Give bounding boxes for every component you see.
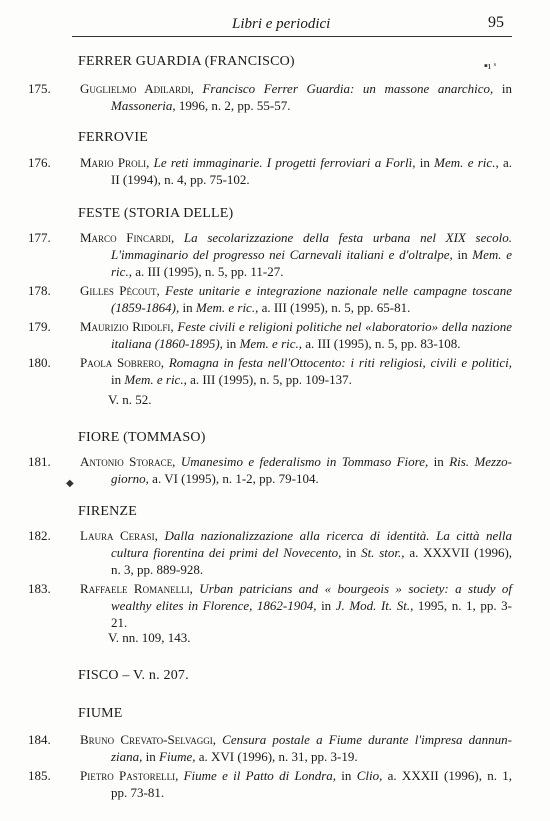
entry-text: in <box>321 598 332 613</box>
entry-183 <box>28 580 512 631</box>
entry-text: a. <box>503 155 513 170</box>
ink-spot: ◆ <box>66 478 74 489</box>
entry-title: Feste unitarie e integrazione nazionale nelle campagne toscane <box>165 283 512 298</box>
entry-title-cont: (1859-1864), <box>111 300 180 315</box>
entry-text: a. XXXVII (1996), <box>409 545 513 560</box>
entry-title: Censura postale a Fiume durante l'impresa dannun- <box>222 732 513 747</box>
entry-citation: n. 3, pp. 889-928. <box>111 562 204 577</box>
entry-number: 176. <box>28 155 51 170</box>
entry-journal: Mem. e ric., <box>434 155 499 170</box>
entry-title: Feste civili e religioni politiche nel «laboratorio» della nazione <box>177 319 513 334</box>
entry-text: in <box>419 155 430 170</box>
entry-number: 179. <box>28 319 51 334</box>
entry-185 <box>28 767 512 801</box>
entry-title-cont: wealthy elites in Florence, 1862-1904, <box>111 598 317 613</box>
entry-author: Pietro Pastorelli, <box>80 768 179 783</box>
entry-journal: Mem. e ric., <box>195 300 259 315</box>
entry-title: Urban patricians and « bourgeois » society: a study of <box>199 581 513 596</box>
section-heading-fisco: FISCO – V. n. 207. <box>78 668 189 683</box>
section-heading-feste: FESTE (STORIA DELLE) <box>78 206 234 221</box>
entry-citation: a. III (1995), n. 5, pp. 11-27. <box>135 264 284 279</box>
entry-citation: II (1994), n. 4, pp. 75-102. <box>111 172 250 187</box>
entry-title: La secolarizzazione della festa urbana nel XIX secolo. <box>183 230 513 245</box>
running-header <box>72 10 512 37</box>
entry-author: Gilles Pécout, <box>80 283 160 298</box>
entry-number: 184. <box>28 732 51 747</box>
entry-title: Umanesimo e federalismo in Tommaso Fiore, <box>180 454 429 469</box>
entry-text: in <box>341 768 352 783</box>
entry-number: 175. <box>28 81 51 96</box>
running-title: Libri e periodici <box>232 16 331 32</box>
entry-text: in <box>457 247 468 262</box>
entry-citation: a. VI (1995), n. 1-2, pp. 79-104. <box>152 471 319 486</box>
see-also-firenze: V. nn. 109, 143. <box>108 630 191 645</box>
entry-177 <box>28 229 512 280</box>
entry-title-cont: ziana, <box>111 749 143 764</box>
entry-author: Bruno Crevato-Selvaggi, <box>80 732 216 747</box>
entry-citation: a. III (1995), n. 5, pp. 83-108. <box>305 336 461 351</box>
entry-journal: J. Mod. It. St., <box>335 598 414 613</box>
entry-citation: pp. 73-81. <box>111 785 165 800</box>
entry-number: 182. <box>28 528 51 543</box>
entry-author: Paola Sobrero, <box>80 355 165 370</box>
entry-journal: Ris. Mezzo- <box>449 454 512 469</box>
entry-182 <box>28 527 512 578</box>
entry-number: 177. <box>28 230 51 245</box>
entry-text: a. XXXII (1996), n. 1, <box>387 768 512 783</box>
entry-citation: a. III (1995), n. 5, pp. 109-137. <box>190 372 352 387</box>
entry-journal: St. stor., <box>361 545 405 560</box>
entry-title: Dalla nazionalizzazione alla ricerca di identità. La città nella <box>164 528 512 543</box>
entry-176 <box>28 154 512 188</box>
entry-184 <box>28 731 512 765</box>
entry-journal-cont: ric., <box>111 264 132 279</box>
entry-number: 183. <box>28 581 51 596</box>
entry-citation: 1996, n. 2, pp. 55-57. <box>178 98 291 113</box>
entry-number: 180. <box>28 355 51 370</box>
entry-text: in <box>145 749 156 764</box>
see-also-feste: V. n. 52. <box>108 392 152 407</box>
entry-author: Guglielmo Adilardi, <box>80 81 194 96</box>
entry-text: in <box>111 372 122 387</box>
section-heading-fiore: FIORE (TOMMASO) <box>78 430 206 445</box>
entry-journal-cont: giorno, <box>111 471 149 486</box>
entry-title-cont: italiana (1860-1895), <box>111 336 223 351</box>
page-number: 95 <box>488 14 504 31</box>
entry-title: Romagna in festa nell'Ottocento: i riti religiosi, civili e politici, <box>168 355 513 370</box>
entry-title-cont: L'immaginario del progresso nei Carnevali italiani e d'oltralpe, <box>111 247 453 262</box>
entry-author: Antonio Storace, <box>80 454 176 469</box>
entry-journal: Mem. e <box>472 247 512 262</box>
entry-text: in <box>501 81 513 96</box>
entry-journal: Clio, <box>356 768 383 783</box>
entry-number: 178. <box>28 283 51 298</box>
entry-title: Francisco Ferrer Guardia: un massone anarchico, <box>202 81 494 96</box>
margin-mark: ▪ı ˢ <box>484 60 497 72</box>
entry-journal: Fiume, <box>159 749 196 764</box>
entry-author: Laura Cerasi, <box>80 528 158 543</box>
entry-journal: Mem. e ric., <box>239 336 303 351</box>
section-heading-ferrovie: FERROVIE <box>78 130 149 145</box>
entry-journal: Massoneria, <box>111 98 176 113</box>
entry-text: in <box>346 545 357 560</box>
section-heading-fiume: FIUME <box>78 706 123 721</box>
entry-175 <box>28 80 512 114</box>
section-heading-ferrer: FERRER GUARDIA (FRANCISCO) <box>78 54 295 69</box>
entry-number: 185. <box>28 768 51 783</box>
entry-citation: 21. <box>111 615 128 630</box>
entry-text: in <box>226 336 237 351</box>
entry-citation: a. III (1995), n. 5, pp. 65-81. <box>261 300 411 315</box>
entry-title-cont: cultura fiorentina dei primi del Novecento, <box>111 545 342 560</box>
entry-author: Mario Proli, <box>80 155 150 170</box>
entry-author: Maurizio Ridolfi, <box>80 319 174 334</box>
entry-text: in <box>433 454 444 469</box>
entry-title: Le reti immaginarie. I progetti ferroviari a Forlì, <box>153 155 416 170</box>
entry-journal: Mem. e ric., <box>124 372 187 387</box>
entry-author: Marco Fincardi, <box>80 230 175 245</box>
entry-178 <box>28 282 512 316</box>
entry-179 <box>28 318 512 352</box>
entry-text: in <box>182 300 193 315</box>
entry-text: 1995, n. 1, pp. 3- <box>417 598 512 613</box>
entry-181 <box>28 453 512 487</box>
entry-number: 181. <box>28 454 51 469</box>
entry-citation: a. XVI (1996), n. 31, pp. 3-19. <box>198 749 358 764</box>
entry-180 <box>28 354 512 388</box>
section-heading-firenze: FIRENZE <box>78 504 137 519</box>
entry-title: Fiume e il Patto di Londra, <box>183 768 337 783</box>
entry-author: Raffaele Romanelli, <box>80 581 193 596</box>
